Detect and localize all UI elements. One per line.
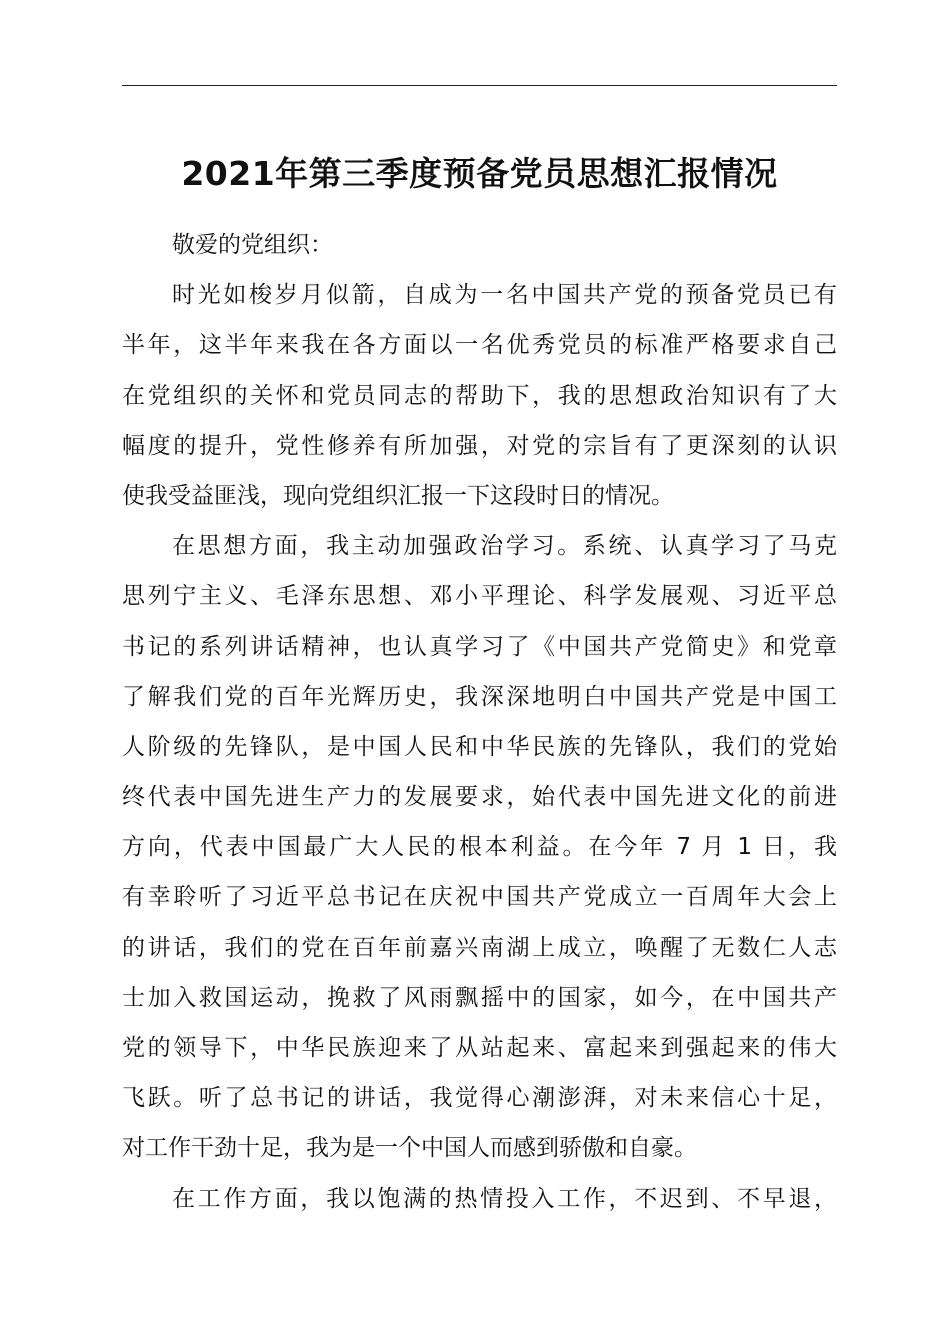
paragraph-line: 时光如梭岁月似箭，自成为一名中国共产党的预备党员已有 xyxy=(172,282,837,309)
paragraph-line: 飞跃。听了总书记的讲话，我觉得心潮澎湃，对未来信心十足， xyxy=(122,1085,837,1112)
paragraph-line: 方向，代表中国最广大人民的根本利益。在今年 7 月 1 日，我 xyxy=(122,834,837,861)
paragraph-line: 对工作干劲十足，我为是一个中国人而感到骄傲和自豪。 xyxy=(122,1135,697,1162)
header-rule xyxy=(122,85,837,86)
paragraph-line: 终代表中国先进生产力的发展要求，始代表中国先进文化的前进 xyxy=(122,784,837,811)
paragraph-line: 思列宁主义、毛泽东思想、邓小平理论、科学发展观、习近平总 xyxy=(122,583,837,610)
paragraph-line: 的讲话，我们的党在百年前嘉兴南湖上成立，唤醒了无数仁人志 xyxy=(122,934,837,961)
paragraph-line: 党的领导下，中华民族迎来了从站起来、富起来到强起来的伟大 xyxy=(122,1035,837,1061)
document-title: 2021年第三季度预备党员思想汇报情况 xyxy=(181,154,778,193)
paragraph-line: 半年，这半年来我在各方面以一名优秀党员的标准严格要求自己 xyxy=(122,332,837,359)
paragraph-line: 了解我们党的百年光辉历史，我深深地明白中国共产党是中国工 xyxy=(122,683,837,710)
paragraph-line: 人阶级的先锋队，是中国人民和中华民族的先锋队，我们的党始 xyxy=(122,733,837,760)
paragraph-line: 书记的系列讲话精神，也认真学习了《中国共产党简史》和党章 xyxy=(122,633,837,660)
paragraph-line: 在党组织的关怀和党员同志的帮助下，我的思想政治知识有了大 xyxy=(122,382,837,409)
paragraph-line: 在工作方面，我以饱满的热情投入工作，不迟到、不早退， xyxy=(172,1185,837,1212)
paragraph-line: 使我受益匪浅，现向党组织汇报一下这段时日的情况。 xyxy=(122,482,674,509)
salutation-line: 敬爱的党组织： xyxy=(172,232,333,258)
paragraph-line: 士加入救国运动，挽救了风雨飘摇中的国家，如今，在中国共产 xyxy=(122,984,837,1011)
document-body xyxy=(122,220,837,1224)
paragraph-line: 在思想方面，我主动加强政治学习。系统、认真学习了马克 xyxy=(172,533,837,560)
paragraph-line: 幅度的提升，党性修养有所加强，对党的宗旨有了更深刻的认识 xyxy=(122,432,837,459)
paragraph-line: 有幸聆听了习近平总书记在庆祝中国共产党成立一百周年大会上 xyxy=(122,884,837,911)
